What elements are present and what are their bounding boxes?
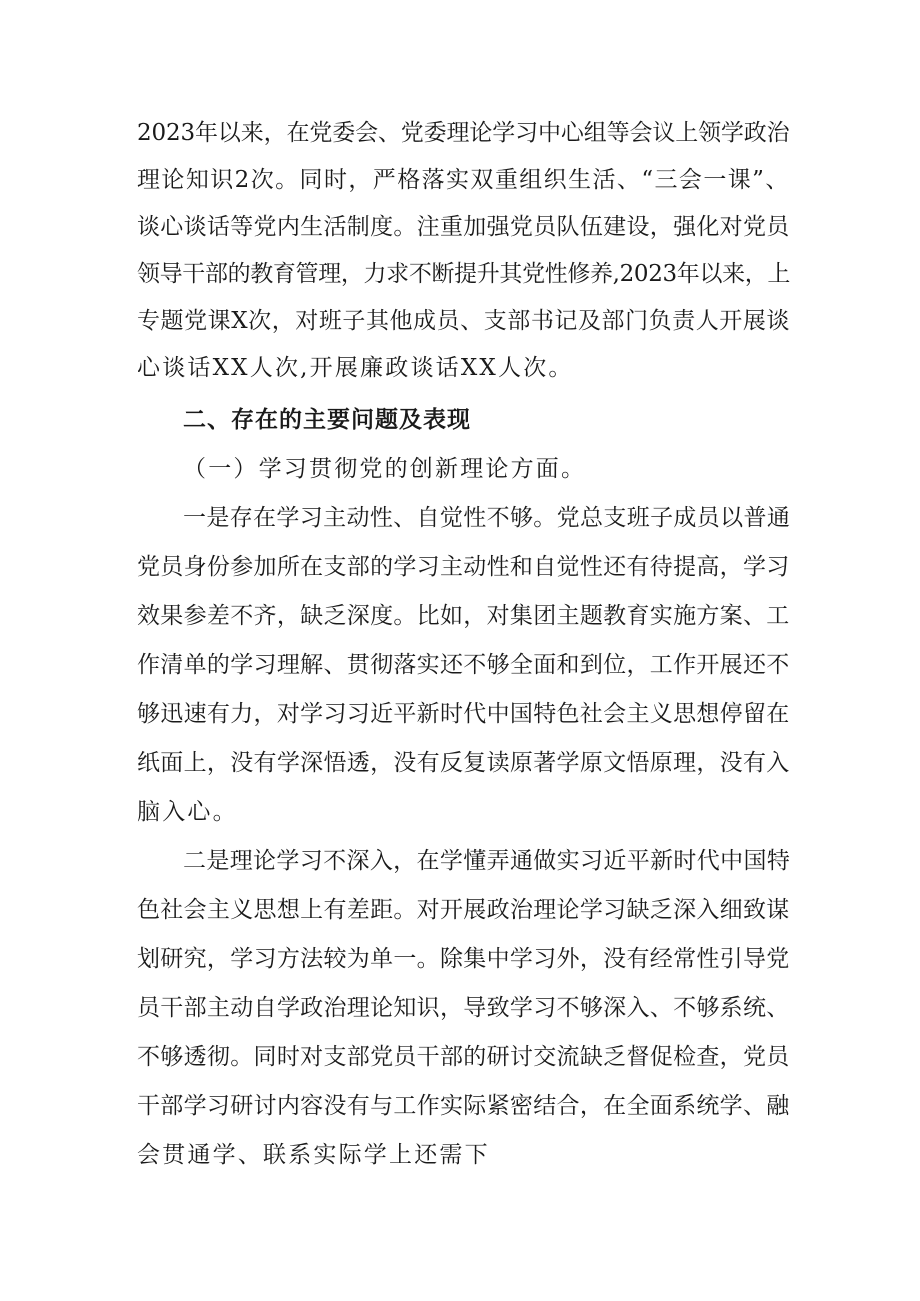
subsection-heading: （一）学习贯彻党的创新理论方面。 bbox=[183, 456, 587, 482]
paragraph-1-line-1: 2023年以来，在党委会、党委理论学习中心组等会议上领学政治 bbox=[137, 120, 790, 146]
paragraph-1-line-6: 心谈话XX人次,开展廉政谈话XX人次。 bbox=[137, 355, 574, 381]
paragraph-3-line-6: 干部学习研讨内容没有与工作实际紧密结合，在全面系统学、融 bbox=[137, 1093, 790, 1119]
paragraph-3-line-5: 不够透彻。同时对支部党员干部的研讨交流缺乏督促检查，党员 bbox=[137, 1044, 790, 1070]
paragraph-3-line-7: 会贯通学、联系实际学上还需下 bbox=[137, 1142, 490, 1168]
paragraph-2-line-6: 纸面上，没有学深悟透，没有反复读原著学原文悟原理，没有入 bbox=[137, 750, 790, 776]
paragraph-2-line-3: 效果参差不齐，缺乏深度。比如，对集团主题教育实施方案、工 bbox=[137, 603, 790, 629]
paragraph-3-line-3: 划研究，学习方法较为单一。除集中学习外，没有经常性引导党 bbox=[137, 946, 790, 972]
paragraph-3-line-2: 色社会主义思想上有差距。对开展政治理论学习缺乏深入细致谋 bbox=[137, 897, 790, 923]
paragraph-3-line-4: 员干部主动自学政治理论知识，导致学习不够深入、不够系统、 bbox=[137, 995, 790, 1021]
section-heading: 二、存在的主要问题及表现 bbox=[183, 407, 471, 433]
paragraph-1-line-4: 领导干部的教育管理，力求不断提升其党性修养,2023年以来，上 bbox=[137, 261, 791, 287]
paragraph-1-line-5: 专题党课X次，对班子其他成员、支部书记及部门负责人开展谈 bbox=[137, 308, 790, 334]
paragraph-3-line-1: 二是理论学习不深入，在学懂弄通做实习近平新时代中国特 bbox=[183, 848, 791, 874]
paragraph-2-line-4: 作清单的学习理解、贯彻落实还不够全面和到位，工作开展还不 bbox=[137, 652, 790, 678]
paragraph-2-line-7: 脑入心。 bbox=[137, 799, 238, 825]
paragraph-1-line-3: 谈心谈话等党内生活制度。注重加强党员队伍建设，强化对党员 bbox=[137, 214, 790, 240]
paragraph-2-line-2: 党员身份参加所在支部的学习主动性和自觉性还有待提高，学习 bbox=[137, 554, 790, 580]
paragraph-2-line-1: 一是存在学习主动性、自觉性不够。党总支班子成员以普通 bbox=[183, 505, 791, 531]
paragraph-2-line-5: 够迅速有力，对学习习近平新时代中国特色社会主义思想停留在 bbox=[137, 701, 790, 727]
paragraph-1-line-2: 理论知识2次。同时，严格落实双重组织生活、“三会一课”、 bbox=[137, 167, 790, 193]
